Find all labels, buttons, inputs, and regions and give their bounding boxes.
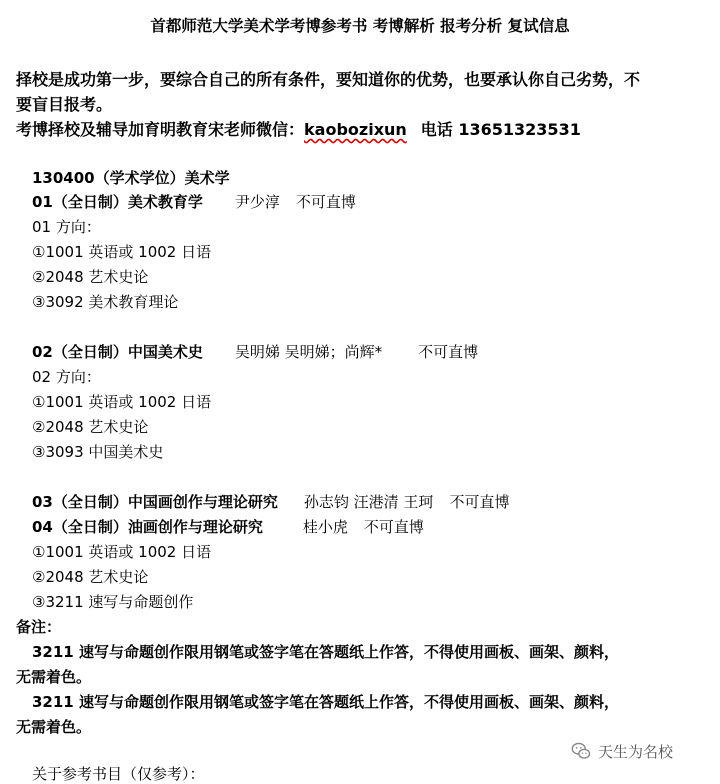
major-code-title: 130400（学术学位）美术学 [32,169,230,187]
contact-prefix: 考博择校及辅导加育明教育宋老师微信： [16,120,305,139]
direction-02-note: 不可直博 [418,343,479,361]
direction-01-subject: ①1001 英语或 1002 日语 [32,243,212,261]
refs-heading: 关于参考书目（仅参考）： [32,765,205,783]
intro-line-1: 择校是成功第一步，要综合自己的所有条件，要知道你的优势，也要承认你自己劣势，不 [16,70,641,89]
direction-02-label: 02 方向： [32,368,101,386]
direction-03-note: 不可直博 [449,493,510,511]
direction-01-heading [32,193,356,211]
direction-04-subject: ①1001 英语或 1002 日语 [32,543,212,561]
direction-04-subject: ②2048 艺术史论 [32,568,149,586]
intro-line-2: 要盲目报考。 [16,95,113,114]
page-title: 首都师范大学美术学考博参考书 考博解析 报考分析 复试信息 [150,17,570,35]
direction-02-subject: ①1001 英语或 1002 日语 [32,393,212,411]
wechat-id: kaobozixun [304,120,407,139]
direction-03-name: 03（全日制）中国画创作与理论研究 [32,493,278,511]
direction-01-note: 不可直博 [295,193,356,211]
direction-01-advisor: 尹少淳 [234,193,280,211]
direction-04-name: 04（全日制）油画创作与理论研究 [32,518,263,536]
note-1-line-1: 3211 速写与命题创作限用钢笔或签字笔在答题纸上作答，不得使用画板、画架、颜料， [32,643,619,661]
direction-02-subject: ③3093 中国美术史 [32,443,164,461]
note-2-line-1: 3211 速写与命题创作限用钢笔或签字笔在答题纸上作答，不得使用画板、画架、颜料， [32,693,619,711]
direction-04-note: 不可直博 [363,518,424,536]
note-2-line-2: 无需着色。 [16,718,92,736]
direction-01-subject: ③3092 美术教育理论 [32,293,179,311]
direction-04-heading [32,518,424,536]
watermark [570,738,673,764]
direction-02-subject: ②2048 艺术史论 [32,418,149,436]
direction-03-advisor: 孙志钧 汪港清 王珂 [303,493,434,511]
notes-label: 备注： [16,618,62,636]
direction-03-heading [32,493,509,511]
direction-04-subject: ③3211 速写与命题创作 [32,593,194,611]
direction-02-advisor: 吴明娣 吴明娣；尚辉* [234,343,383,361]
direction-01-subject: ②2048 艺术史论 [32,268,149,286]
direction-04-advisor: 桂小虎 [302,518,348,536]
contact-phone: 电话 13651323531 [420,120,581,139]
direction-01-name: 01（全日制）美术教育学 [32,193,203,211]
direction-02-name: 02（全日制）中国美术史 [32,343,203,361]
note-1-line-2: 无需着色。 [16,668,92,686]
watermark-text: 天生为名校 [598,742,674,761]
contact-line [16,120,581,139]
direction-01-label: 01 方向： [32,218,101,236]
direction-02-heading [32,343,478,361]
wechat-icon [570,740,592,762]
